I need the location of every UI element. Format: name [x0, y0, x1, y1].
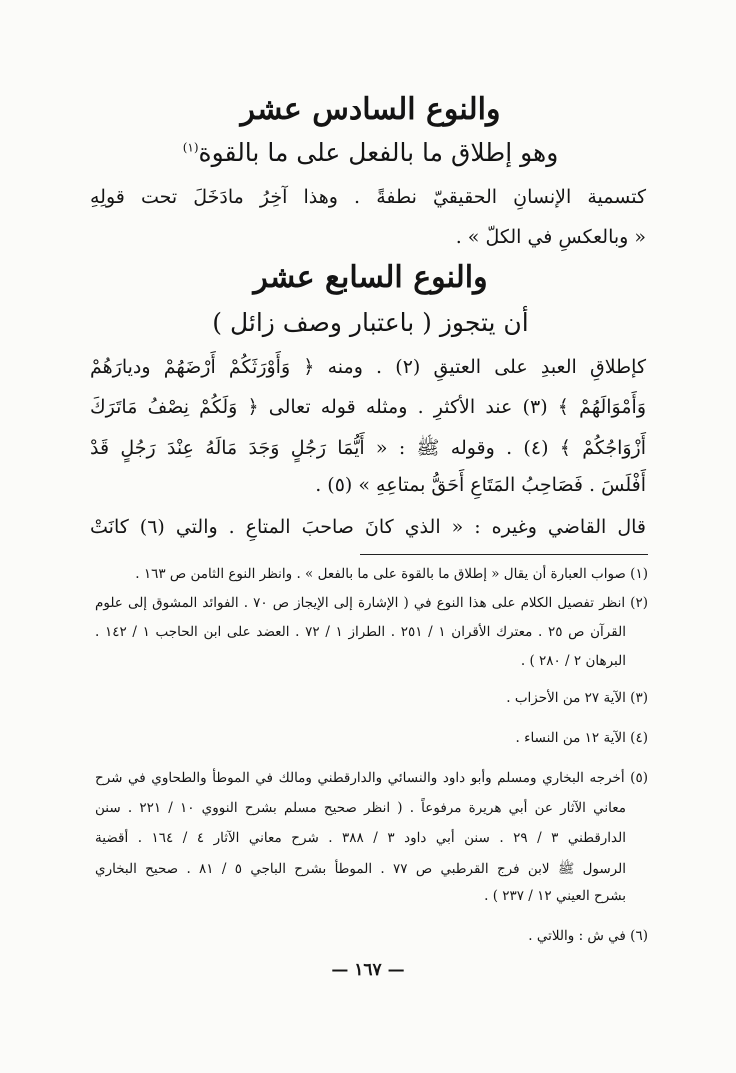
footnote-5-cont: بشرح العيني ١٢ / ٢٣٧ ) . [484, 888, 626, 904]
section-16-subtitle-text: وهو إطلاق ما بالفعل على ما بالقوة [198, 138, 559, 167]
section-17-subtitle: أن يتجوز ( باعتبار وصف زائل ) [212, 308, 529, 337]
paragraph-line: كإطلاقِ العبدِ على العتيقِ (٢) . ومنه ﴿ وَأَوْرَثَكُمْ أَرْضَهُمْ وديارَهُمْ [90, 356, 646, 378]
paragraph-line: « وبالعكسِ في الكلّ » . [455, 226, 646, 248]
footnote-divider [360, 554, 648, 555]
footnote-2-cont: القرآن ص ٢٥ . معترك الأقران ١ / ٢٥١ . الطراز ١ / ٧٢ . العضد على ابن الحاجب ١ / ١٤٢ . [95, 624, 626, 640]
footnote-4: (٤) الآية ١٢ من النساء . [515, 730, 648, 746]
page-number: — ١٦٧ — [331, 960, 405, 980]
paragraph-line: كتسمية الإنسانِ الحقيقيّ نطفةً . وهذا آخِرُ مادَخَلَ تحت قولِهِ [90, 186, 646, 208]
footnote-6: (٦) في ش : واللاتي . [528, 928, 648, 944]
footnote-5-cont: الدارقطني ٣ / ٢٩ . سنن أبي داود ٣ / ٣٨٨ . شرح معاني الآثار ٤ / ١٦٤ . أقضية [95, 830, 627, 846]
footnote-1: (١) صواب العبارة أن يقال « إطلاق ما بالقوة على ما بالفعل » . وانظر النوع الثامن ص ١٦٣ . [135, 566, 648, 582]
footnote-5-cont: معاني الآثار عن أبي هريرة مرفوعاً . ( انظر صحيح مسلم بشرح النووي ١٠ / ٢٢١ . سنن [95, 800, 626, 816]
footnote-2-cont: البرهان ٢ / ٢٨٠ ) . [520, 653, 626, 669]
section-16-title: والنوع السادس عشر [240, 92, 501, 127]
paragraph-line: أَفْلَسَ . فَصَاحِبُ المَتَاعِ أَحَقُّ بمتاعِهِ » (٥) . [315, 474, 646, 496]
section-16-subtitle [95, 138, 646, 167]
paragraph-line: قال القاضي وغيره : « الذي كانَ صاحبَ المتاعِ . والتي (٦) كانَتْ [90, 516, 647, 538]
paragraph-line: أَزْوَاجُكُمْ ﴾ (٤) . وقوله ﷺ : « أَيُّمَا رَجُلٍ وَجَدَ مَالَهُ عِنْدَ رَجُلٍ قَدْ [90, 437, 646, 459]
paragraph-line: وَأَمْوَالَهُمْ ﴾ (٣) عند الأكثرِ . ومثله قوله تعالى ﴿ وَلَكُمْ نِصْفُ مَاتَرَكَ [90, 396, 646, 418]
footnote-2: (٢) انظر تفصيل الكلام على هذا النوع في ( الإشارة إلى الإيجاز ص ٧٠ . الفوائد المشوق إلى علوم [95, 595, 648, 611]
footnote-ref-1[interactable]: (١) [182, 140, 199, 155]
footnote-5: (٥) أخرجه البخاري ومسلم وأبو داود والنسائي والدارقطني ومالك في الموطأ والطحاوي في شرح [95, 770, 648, 786]
footnote-3: (٣) الآية ٢٧ من الأحزاب . [506, 690, 648, 706]
footnote-5-cont: الرسول ﷺ لابن فرج القرطبي ص ٧٧ . الموطأ بشرح الباجي ٥ / ٨١ . صحيح البخاري [95, 861, 626, 877]
section-17-title: والنوع السابع عشر [253, 260, 488, 295]
